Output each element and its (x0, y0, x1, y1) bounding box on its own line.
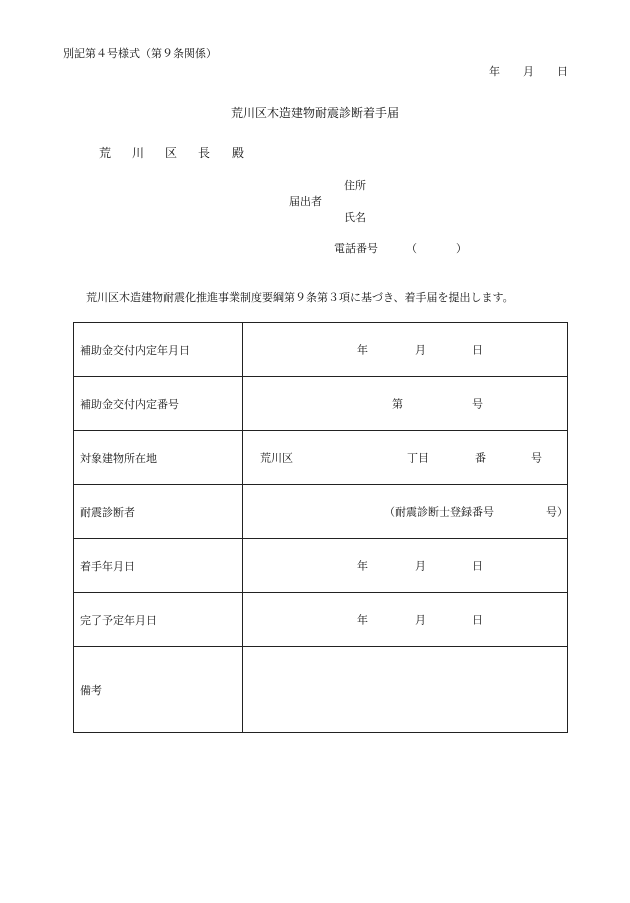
day-label: 日 (472, 613, 483, 626)
table-row (74, 539, 568, 593)
go-label: 号 (531, 451, 542, 464)
date-month-label: 月 (523, 65, 534, 78)
phone-label: 電話番号 (334, 242, 378, 255)
row-label-diagnostician: 耐震診断者 (74, 485, 243, 539)
subsidy-date-field[interactable] (243, 323, 568, 377)
start-date-field[interactable] (243, 539, 568, 593)
month-label: 月 (415, 343, 426, 356)
table-row (74, 593, 568, 647)
table-row (74, 377, 568, 431)
table-row (74, 647, 568, 733)
ward-label: 荒川区 (260, 451, 293, 464)
addressee-char-3: 区 (165, 146, 178, 160)
year-label: 年 (357, 559, 368, 572)
form-number: 別記第４号様式（第９条関係） (63, 47, 217, 60)
ban-label: 番 (475, 451, 486, 464)
year-label: 年 (357, 343, 368, 356)
go-label: 号 (472, 397, 483, 410)
registration-suffix: 号） (546, 505, 568, 518)
year-label: 年 (357, 613, 368, 626)
diagnostician-field[interactable] (243, 485, 568, 539)
subsidy-number-field[interactable] (243, 377, 568, 431)
phone-open-paren: （ (406, 242, 417, 255)
chome-label: 丁目 (407, 451, 429, 464)
row-label-start-date: 着手年月日 (74, 539, 243, 593)
day-label: 日 (472, 559, 483, 572)
name-label: 氏名 (344, 211, 366, 224)
addressee-char-4: 長 (198, 146, 211, 160)
row-label-remarks: 備考 (74, 647, 243, 733)
application-table (73, 322, 568, 733)
row-label-building-location: 対象建物所在地 (74, 431, 243, 485)
applicant-label: 届出者 (289, 195, 322, 208)
month-label: 月 (415, 613, 426, 626)
month-label: 月 (415, 559, 426, 572)
table-row (74, 323, 568, 377)
addressee-char-5: 殿 (232, 146, 245, 160)
document-title: 荒川区木造建物耐震診断着手届 (230, 106, 399, 120)
table-row (74, 431, 568, 485)
addressee-char-2: 川 (132, 146, 145, 160)
address-label: 住所 (344, 179, 366, 192)
building-location-field[interactable] (243, 431, 568, 485)
row-label-subsidy-date: 補助金交付内定年月日 (74, 323, 243, 377)
addressee-char-1: 荒 (99, 146, 112, 160)
phone-close-paren: ） (456, 242, 467, 255)
statement-text: 荒川区木造建物耐震化推進事業制度要綱第９条第３項に基づき、着手届を提出します。 (86, 291, 514, 304)
row-label-subsidy-number: 補助金交付内定番号 (74, 377, 243, 431)
remarks-field[interactable] (243, 647, 568, 733)
dai-label: 第 (392, 397, 403, 410)
completion-date-field[interactable] (243, 593, 568, 647)
date-day-label: 日 (557, 65, 568, 78)
date-year-label: 年 (489, 65, 500, 78)
registration-prefix: （耐震診断士登録番号 (384, 505, 494, 518)
table-row (74, 485, 568, 539)
day-label: 日 (472, 343, 483, 356)
row-label-completion-date: 完了予定年月日 (74, 593, 243, 647)
